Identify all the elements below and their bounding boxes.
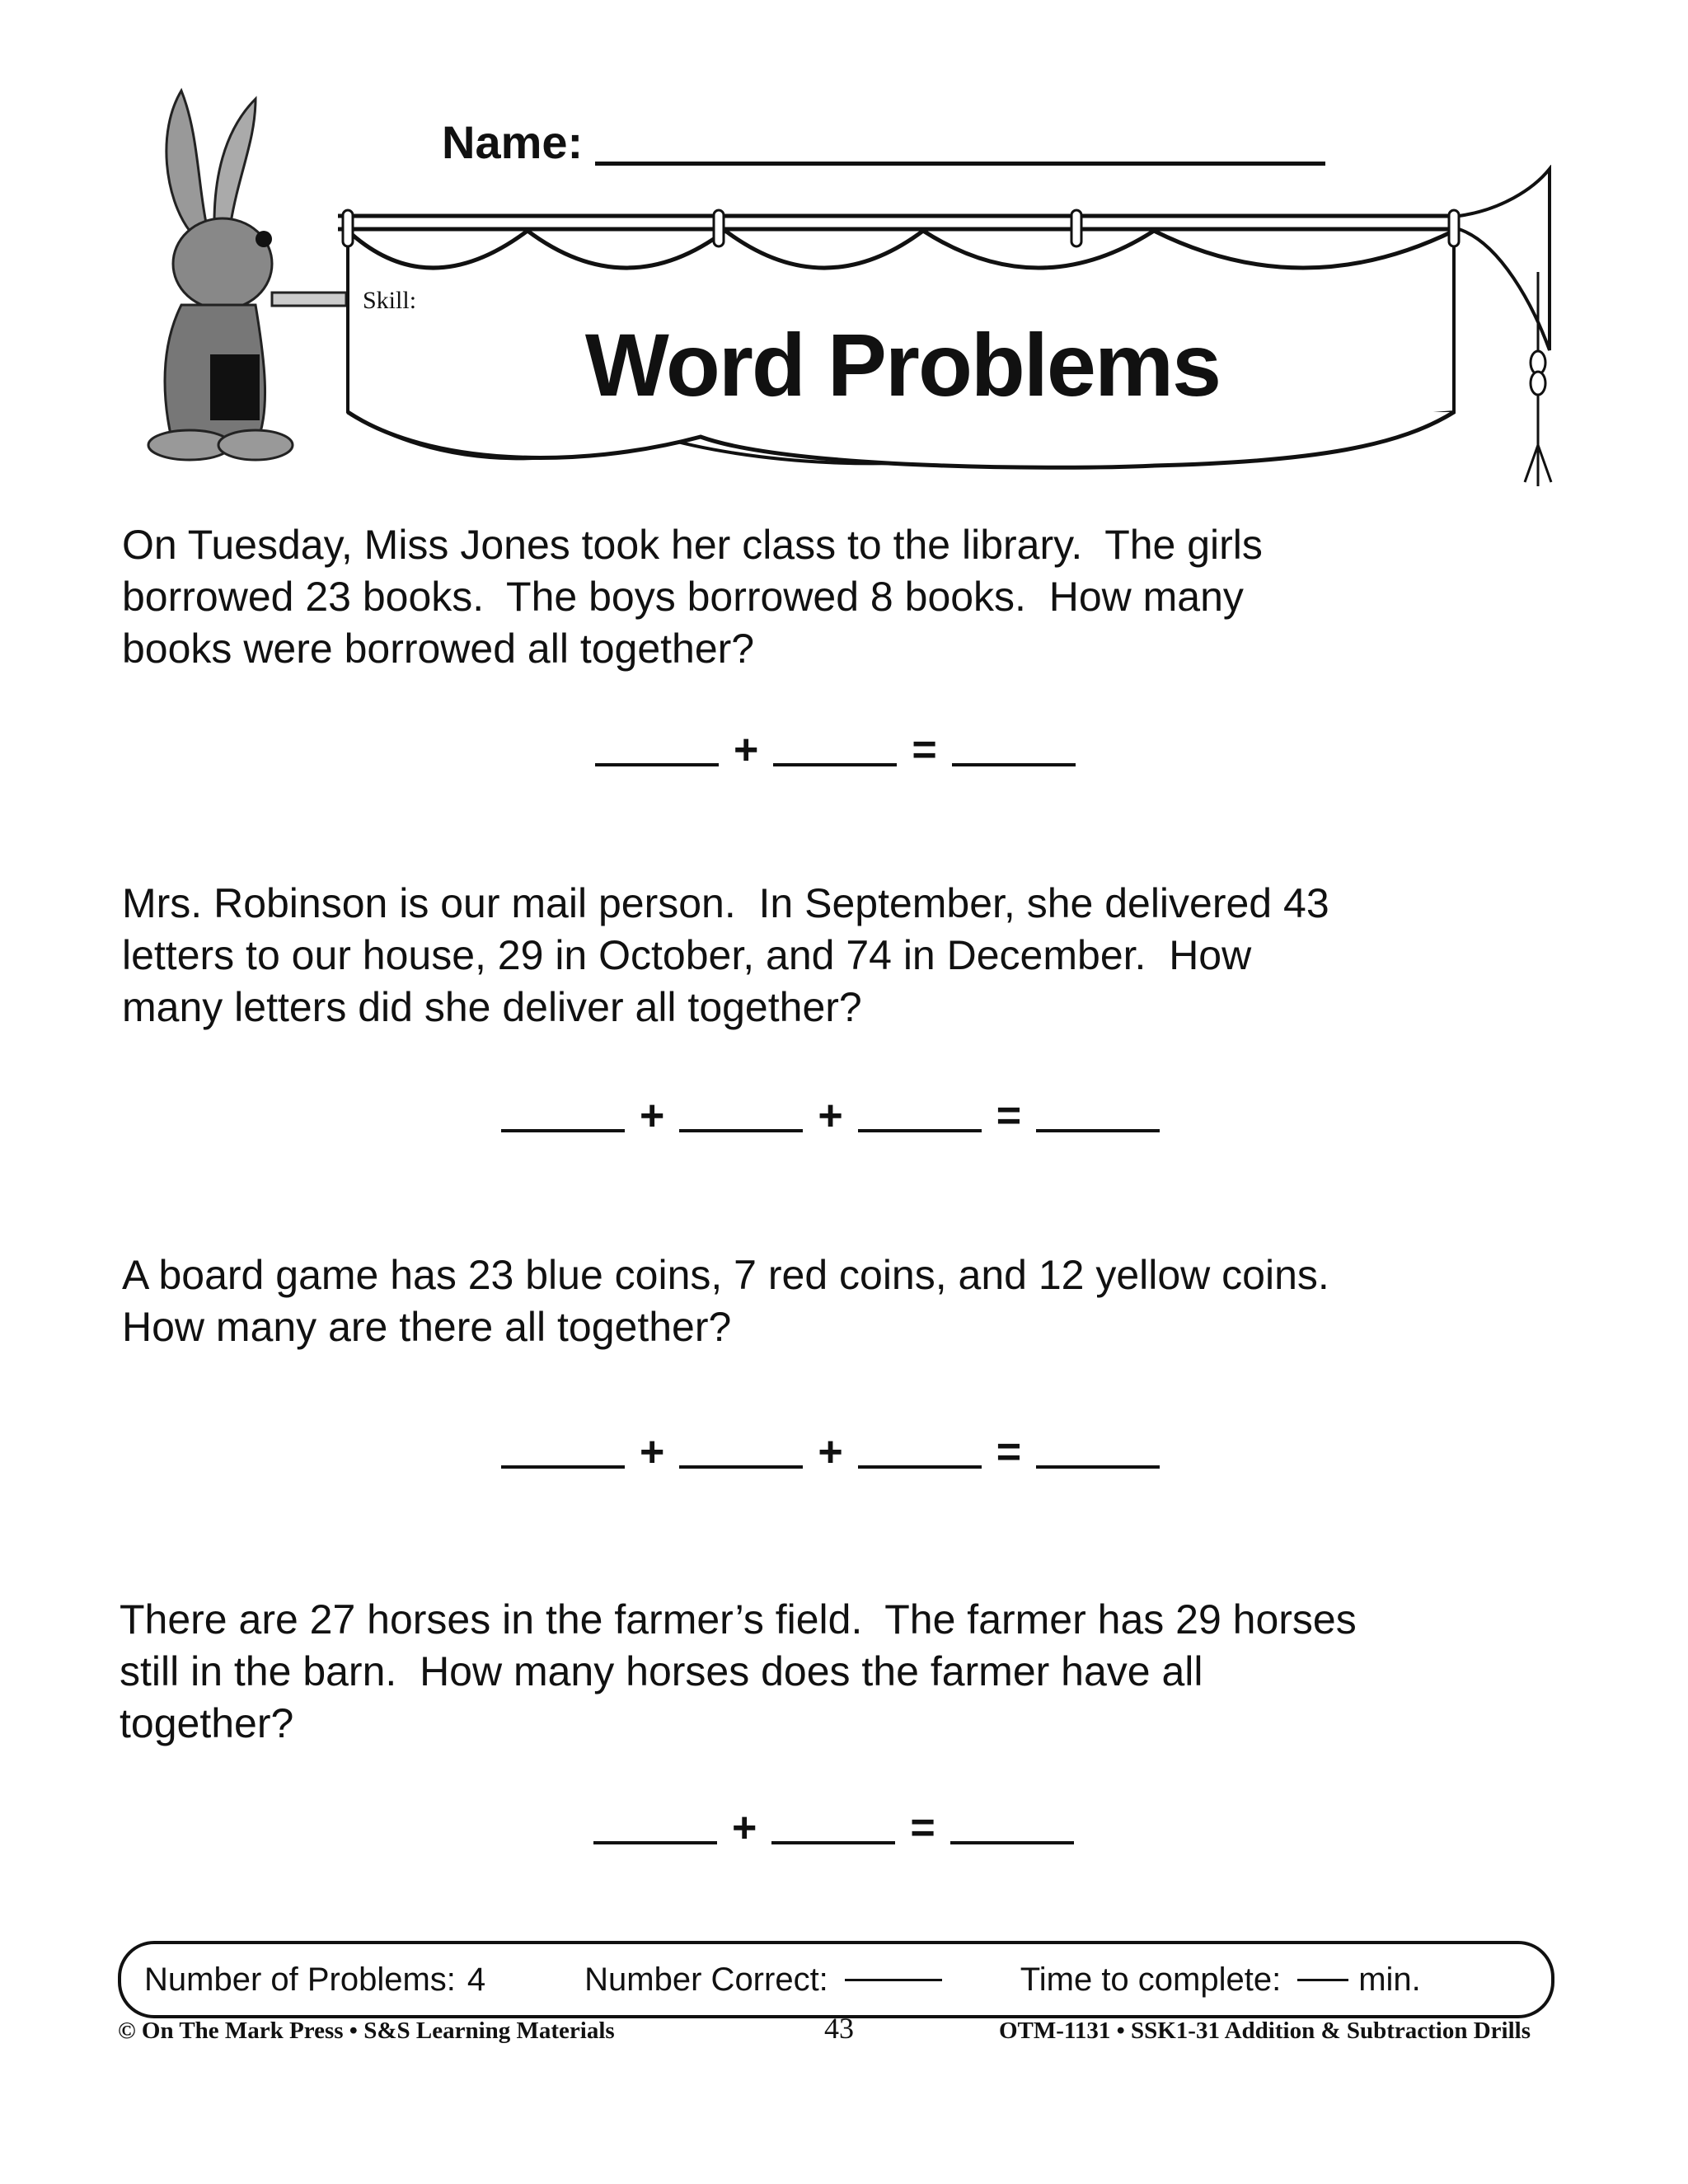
- problem-line: together?: [120, 1700, 294, 1746]
- problem-line: On Tuesday, Miss Jones took her class to the library. The girls: [122, 522, 1263, 568]
- answer-blank[interactable]: [858, 1129, 982, 1132]
- problem-2-equation: [501, 1091, 1160, 1141]
- operator: +: [732, 1804, 757, 1852]
- answer-blank[interactable]: [952, 763, 1076, 766]
- problem-line: A board game has 23 blue coins, 7 red coins, and 12 yellow coins.: [122, 1252, 1329, 1298]
- problem-line: Mrs. Robinson is our mail person. In September, she delivered 43: [122, 880, 1329, 926]
- answer-blank[interactable]: [679, 1129, 803, 1132]
- page-number: 43: [824, 2012, 854, 2045]
- operator: +: [640, 1428, 665, 1476]
- name-field-line[interactable]: [595, 162, 1325, 166]
- problem-line: letters to our house, 29 in October, and 74 in December. How: [122, 932, 1252, 978]
- publisher-credit: © On The Mark Press • S&S Learning Materials: [118, 2018, 615, 2044]
- answer-blank[interactable]: [858, 1465, 982, 1469]
- skill-label: Skill:: [363, 287, 417, 314]
- problem-line: still in the barn. How many horses does the farmer have all: [120, 1648, 1203, 1694]
- problem-4-equation: [593, 1803, 1074, 1853]
- operator: +: [818, 1428, 843, 1476]
- problem-line: books were borrowed all together?: [122, 626, 755, 672]
- answer-blank[interactable]: [501, 1465, 625, 1469]
- answer-blank[interactable]: [593, 1841, 717, 1844]
- problem-line: How many are there all together?: [122, 1304, 732, 1350]
- problem-3-equation: [501, 1427, 1160, 1477]
- page-title: Word Problems: [584, 315, 1221, 415]
- operator: +: [640, 1092, 665, 1140]
- operator: =: [996, 1428, 1022, 1476]
- answer-blank[interactable]: [1036, 1129, 1160, 1132]
- answer-blank[interactable]: [950, 1841, 1074, 1844]
- series-credit: OTM-1131 • SSK1-31 Addition & Subtraction Drills: [999, 2018, 1531, 2044]
- problem-1-text: [122, 519, 1263, 675]
- problems-count: 4: [467, 1961, 486, 1998]
- answer-blank[interactable]: [679, 1465, 803, 1469]
- problem-4-text: [120, 1594, 1357, 1750]
- correct-label: Number Correct:: [584, 1961, 828, 1998]
- answer-blank[interactable]: [773, 763, 897, 766]
- operator: =: [912, 726, 937, 774]
- problems-count-label: Number of Problems:: [144, 1961, 456, 1998]
- answer-blank[interactable]: [1036, 1465, 1160, 1469]
- operator: +: [818, 1092, 843, 1140]
- operator: =: [996, 1092, 1022, 1140]
- answer-blank[interactable]: [595, 763, 719, 766]
- correct-blank[interactable]: [845, 1979, 942, 1981]
- name-label: Name:: [442, 116, 584, 168]
- problem-2-text: [122, 878, 1329, 1033]
- bunny-trumpeter-illustration: [132, 82, 363, 462]
- operator: =: [910, 1804, 935, 1852]
- problem-line: borrowed 23 books. The boys borrowed 8 books. How many: [122, 574, 1244, 620]
- time-unit: min.: [1358, 1961, 1421, 1998]
- problem-line: There are 27 horses in the farmer’s field. The farmer has 29 horses: [120, 1596, 1357, 1643]
- answer-blank[interactable]: [501, 1129, 625, 1132]
- problem-line: many letters did she deliver all together?: [122, 984, 862, 1030]
- time-label: Time to complete:: [1020, 1961, 1282, 1998]
- time-blank[interactable]: [1297, 1979, 1348, 1981]
- operator: +: [734, 726, 759, 774]
- summary-box: [118, 1941, 1554, 2018]
- problem-3-text: [122, 1249, 1329, 1353]
- answer-blank[interactable]: [771, 1841, 895, 1844]
- problem-1-equation: [595, 725, 1076, 775]
